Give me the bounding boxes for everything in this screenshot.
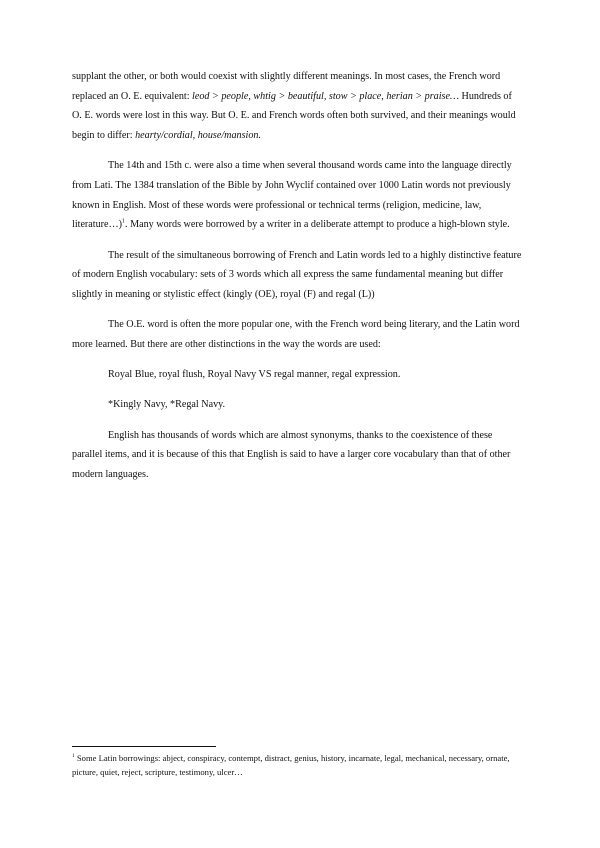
example-royal-regal: Royal Blue, royal flush, Royal Navy VS regal manner, regal expression. <box>108 369 401 381</box>
italic-examples: hearty/cordial, house/mansion. <box>135 130 261 142</box>
italic-examples: leod > people, whtig > beautiful, stow > place, herian > praise… <box>192 90 459 102</box>
example-incorrect-usage: *Kingly Navy, *Regal Navy. <box>108 399 226 411</box>
paragraph-distinctions: The O.E. word is often the more popular one, with the French word being literary, and the Latin word more learned. But there are other distinctions in the way the words are used: <box>72 319 520 350</box>
footnote-reference[interactable]: 1 <box>122 219 126 226</box>
paragraph-word-sets: The result of the simultaneous borrowing of French and Latin words led to a highly distinctive feature of modern English vocabulary: sets of 3 words which all express the same fundamental meaning but differ slightly in meaning or stylistic effect (kingly (OE), royal (F) and regal (L)) <box>72 249 522 301</box>
paragraph-french-replacement <box>72 67 524 146</box>
paragraph-synonyms: English has thousands of words which are almost synonyms, thanks to the coexistence of these parallel items, and it is because of this that English is said to have a larger core vocabulary than that of other modern languages. <box>72 429 511 480</box>
footnote-text: Some Latin borrowings: abject, conspiracy, contempt, distract, genius, history, incarnate, legal, mechanical, necessary, ornate, picture, quiet, reject, scripture, testimony, ulcer… <box>72 753 510 777</box>
text-run: . Many words were borrowed by a writer in a deliberate attempt to produce a high-blown style. <box>125 219 510 231</box>
text-run: supplant the other, or both would coexist with slightly different meanings. In most cases, the French word replaced an O. E. equivalent: <box>72 71 501 102</box>
footnote-marker: 1 <box>72 753 75 760</box>
footnote <box>72 751 524 779</box>
paragraph-latin-words <box>72 156 524 235</box>
text-run: The 14th and 15th c. were also a time when several thousand words came into the language directly from Lati. The 1384 translation of the Bible by John Wyclif contained over 1000 Latin words not previously known in English. Most of these words were professional or technical terms (religion, medicine, law, literature…) <box>72 160 512 231</box>
text-run: Hundreds of O. E. words were lost in this way. But O. E. and French words often both survived, and their meanings would begin to differ: <box>72 90 516 142</box>
footnote-separator <box>72 746 216 747</box>
document-body <box>72 67 524 495</box>
